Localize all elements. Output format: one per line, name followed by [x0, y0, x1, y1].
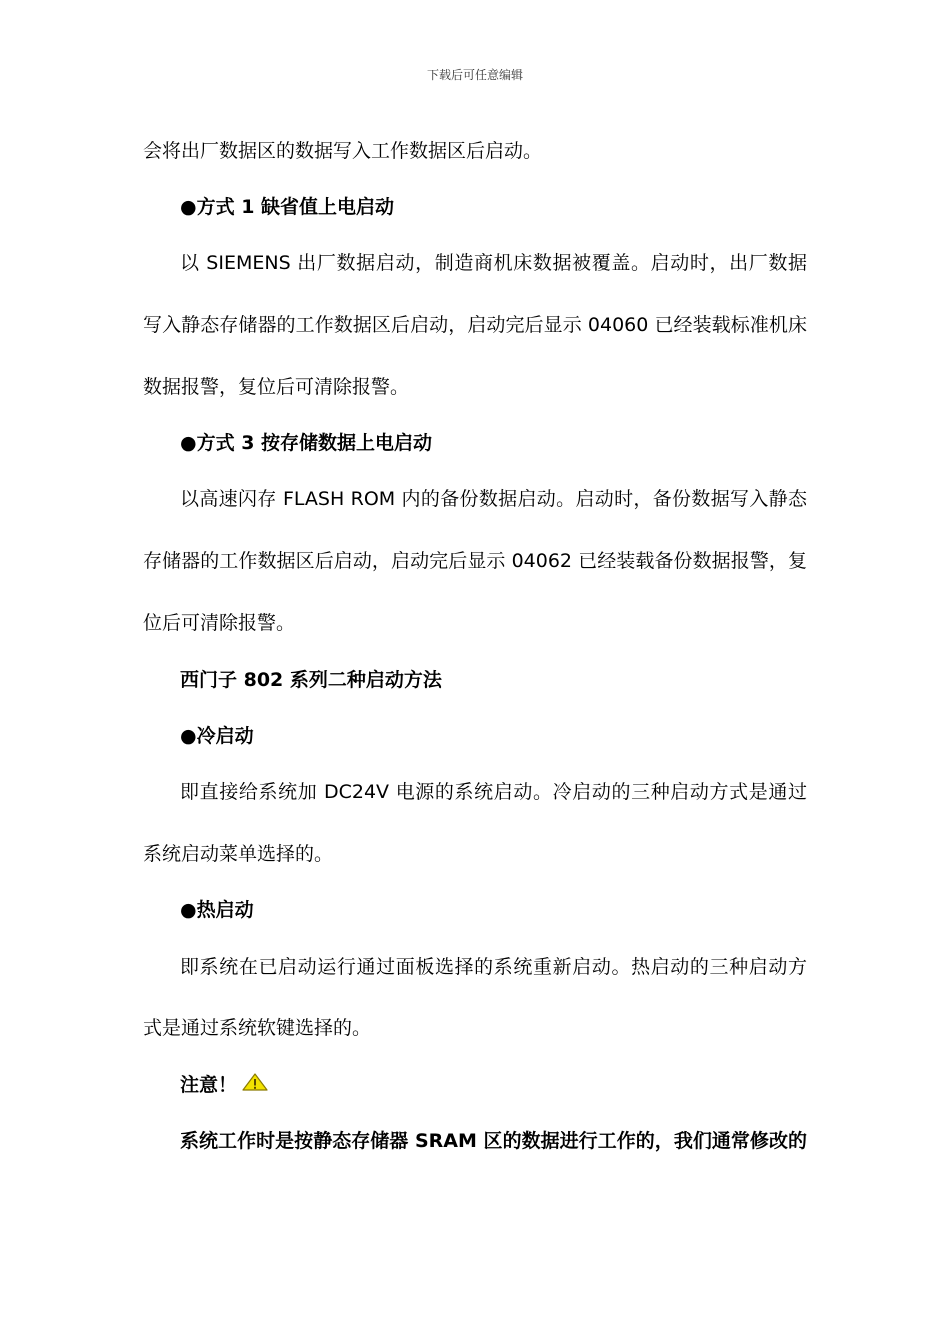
paragraph-text: 位后可清除报警。	[143, 612, 296, 634]
paragraph-text: 即系统在已启动运行通过面板选择的系统重新启动。热启动的三种启动方	[180, 956, 807, 978]
heading-cold-start: ●冷启动	[180, 725, 254, 747]
paragraph-text-bold: 系统工作时是按静态存储器 SRAM 区的数据进行工作的，我们通常修改的	[180, 1130, 807, 1152]
paragraph-text: 系统启动菜单选择的。	[143, 843, 334, 865]
warning-triangle-icon	[242, 1073, 268, 1091]
paragraph-text: 以 SIEMENS 出厂数据启动，制造商机床数据被覆盖。启动时，出厂数据	[180, 252, 807, 274]
page-header: 下载后可任意编辑	[426, 68, 523, 82]
heading-mode-3: ●方式 3 按存储数据上电启动	[180, 432, 433, 454]
heading-hot-start: ●热启动	[180, 899, 254, 921]
paragraph-text: 会将出厂数据区的数据写入工作数据区后启动。	[143, 140, 543, 162]
paragraph-text: 以高速闪存 FLASH ROM 内的备份数据启动。启动时，备份数据写入静态	[180, 488, 807, 510]
heading-mode-1: ●方式 1 缺省值上电启动	[180, 196, 395, 218]
paragraph-text: 写入静态存储器的工作数据区后启动，启动完后显示 04060 已经装载标准机床	[143, 314, 807, 336]
paragraph-text: 式是通过系统软键选择的。	[143, 1017, 372, 1039]
paragraph-text: 存储器的工作数据区后启动，启动完后显示 04062 已经装载备份数据报警，复	[143, 550, 807, 572]
heading-startup-methods: 西门子 802 系列二种启动方法	[180, 669, 442, 691]
heading-note: 注意！	[180, 1074, 238, 1096]
paragraph-text: 数据报警，复位后可清除报警。	[143, 376, 410, 398]
paragraph-text: 即直接给系统加 DC24V 电源的系统启动。冷启动的三种启动方式是通过	[180, 781, 807, 803]
